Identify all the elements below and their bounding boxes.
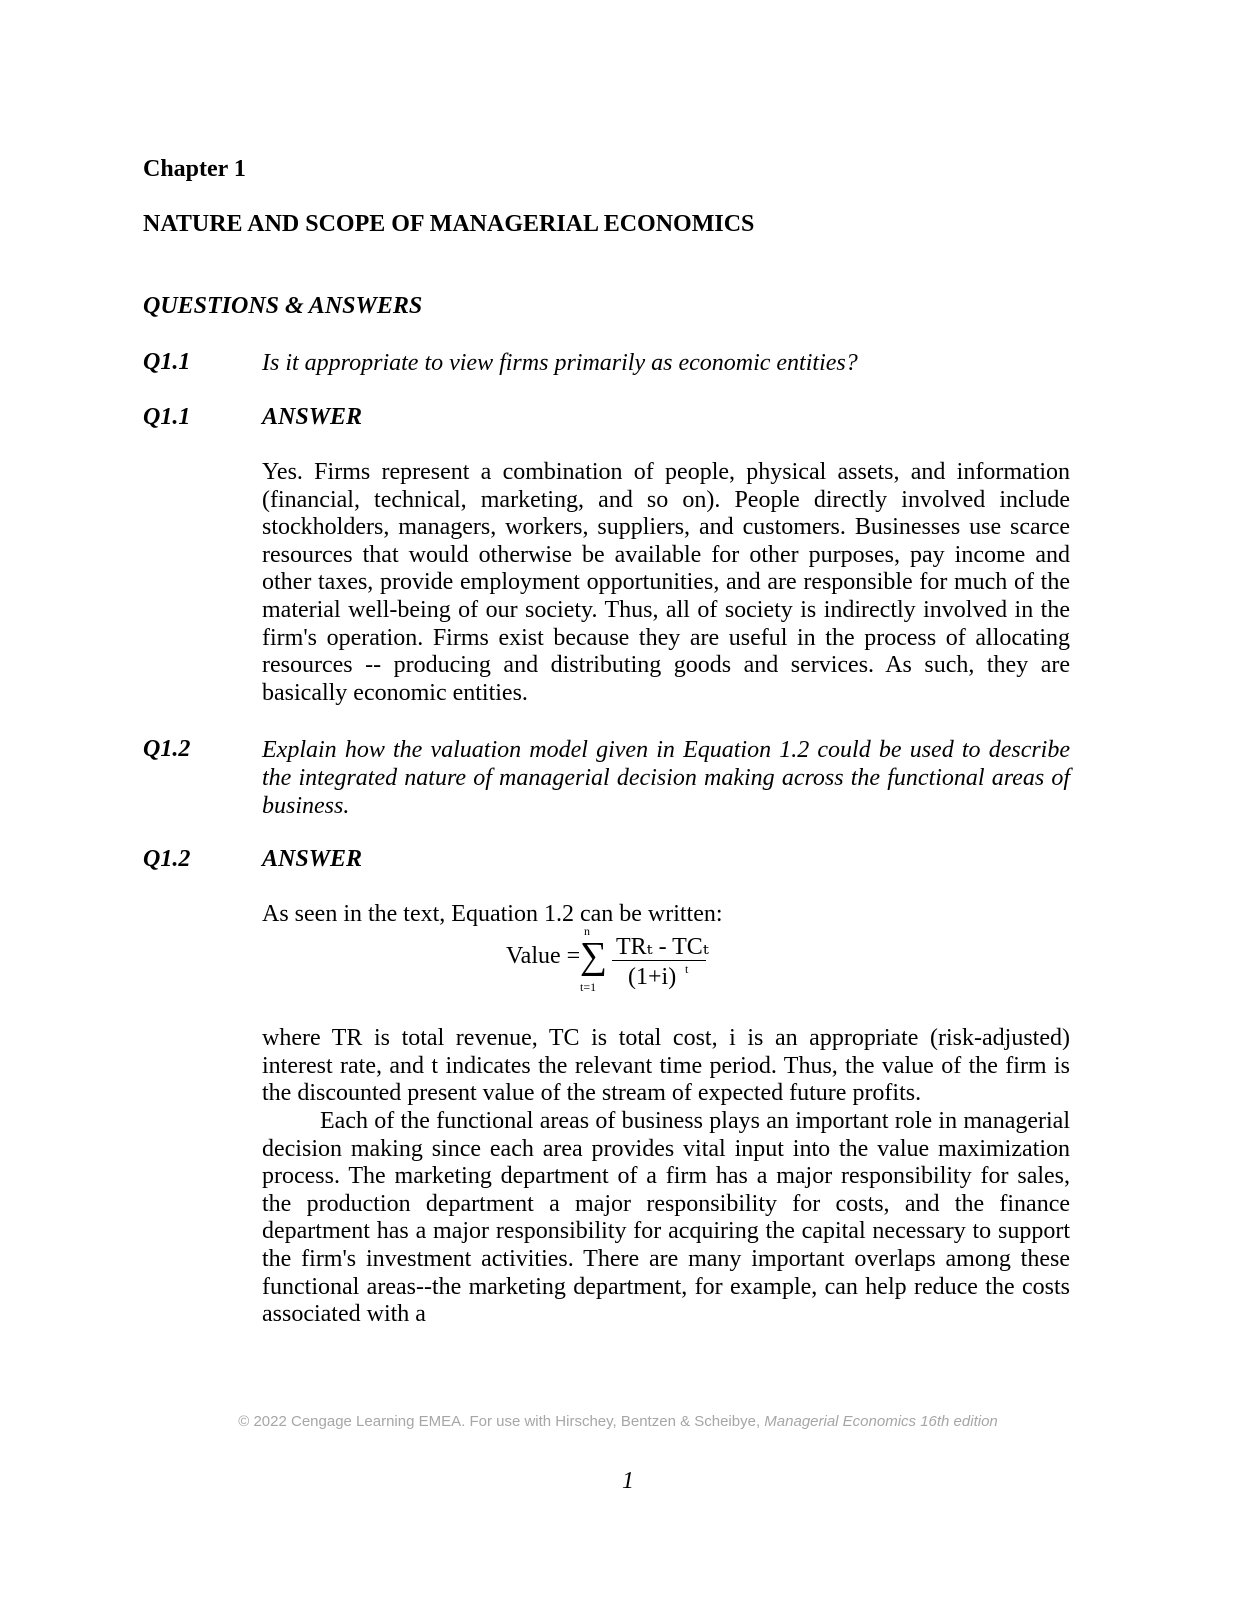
answer-label-q1-2: Q1.2 xyxy=(143,846,191,872)
footer-copyright xyxy=(0,1413,1236,1430)
equation-denominator: (1+i) xyxy=(628,964,677,990)
footer-copyright-text: © 2022 Cengage Learning EMEA. For use with Hirschey, Bentzen & Scheibye, xyxy=(238,1413,761,1430)
answer-label-q1-1: Q1.1 xyxy=(143,404,191,430)
section-title: QUESTIONS & ANSWERS xyxy=(143,293,423,319)
equation-fraction-bar xyxy=(612,960,706,961)
valuation-equation xyxy=(500,922,730,998)
equation-exponent: t xyxy=(685,962,689,976)
answer-text-q1-2-para2: Each of the functional areas of business plays an important role in managerial decision making since each area provides vital input into the value maximization process. The marketing department of a firm has a major responsibility for sales, the production department a major responsibility for costs, and the finance department has a major responsibility for acquiring the capital necessary to support the firm's investment activities. There are many important overlaps among these functional areas--the marketing department, for example, can help reduce the costs associated with a xyxy=(262,1108,1070,1328)
equation-upper-limit: n xyxy=(584,924,590,938)
footer-book-title: Managerial Economics 16th edition xyxy=(764,1413,998,1430)
equation-numerator: TRₜ - TCₜ xyxy=(616,934,709,960)
equation-lower-limit: t=1 xyxy=(580,980,597,994)
equation-intro: As seen in the text, Equation 1.2 can be written: xyxy=(262,901,723,927)
answer-text-q1-1: Yes. Firms represent a combination of people, physical assets, and information (financial, technical, marketing, and so on). People directly involved include stockholders, managers, workers, suppliers, and customers. Businesses use scarce resources that would otherwise be available for other purposes, pay income and other taxes, provide employment opportunities, and are responsible for much of the material well-being of our society. Thus, all of society is indirectly involved in the firm's operation. Firms exist because they are useful in the process of allocating resources -- producing and distributing goods and services. As such, they are basically economic entities. xyxy=(262,459,1070,706)
equation-lhs: Value = xyxy=(506,943,581,969)
question-text-q1-1: Is it appropriate to view firms primarily as economic entities? xyxy=(262,350,858,376)
equation-sum-symbol: ∑ xyxy=(580,935,608,977)
answer-heading-q1-2: ANSWER xyxy=(262,846,363,872)
answer-text-q1-2-para1: where TR is total revenue, TC is total cost, i is an appropriate (risk-adjusted) interest rate, and t indicates the relevant time period. Thus, the value of the firm is the discounted present value of the stream of expected future profits. xyxy=(262,1025,1070,1107)
page-number: 1 xyxy=(622,1468,634,1494)
question-label-q1-2: Q1.2 xyxy=(143,736,191,762)
question-text-q1-2: Explain how the valuation model given in Equation 1.2 could be used to describe the integrated nature of managerial decision making across the functional areas of business. xyxy=(262,737,1070,819)
answer-heading-q1-1: ANSWER xyxy=(262,404,363,430)
chapter-label: Chapter 1 xyxy=(143,156,246,182)
question-label-q1-1: Q1.1 xyxy=(143,349,191,375)
chapter-title: NATURE AND SCOPE OF MANAGERIAL ECONOMICS xyxy=(143,211,755,237)
